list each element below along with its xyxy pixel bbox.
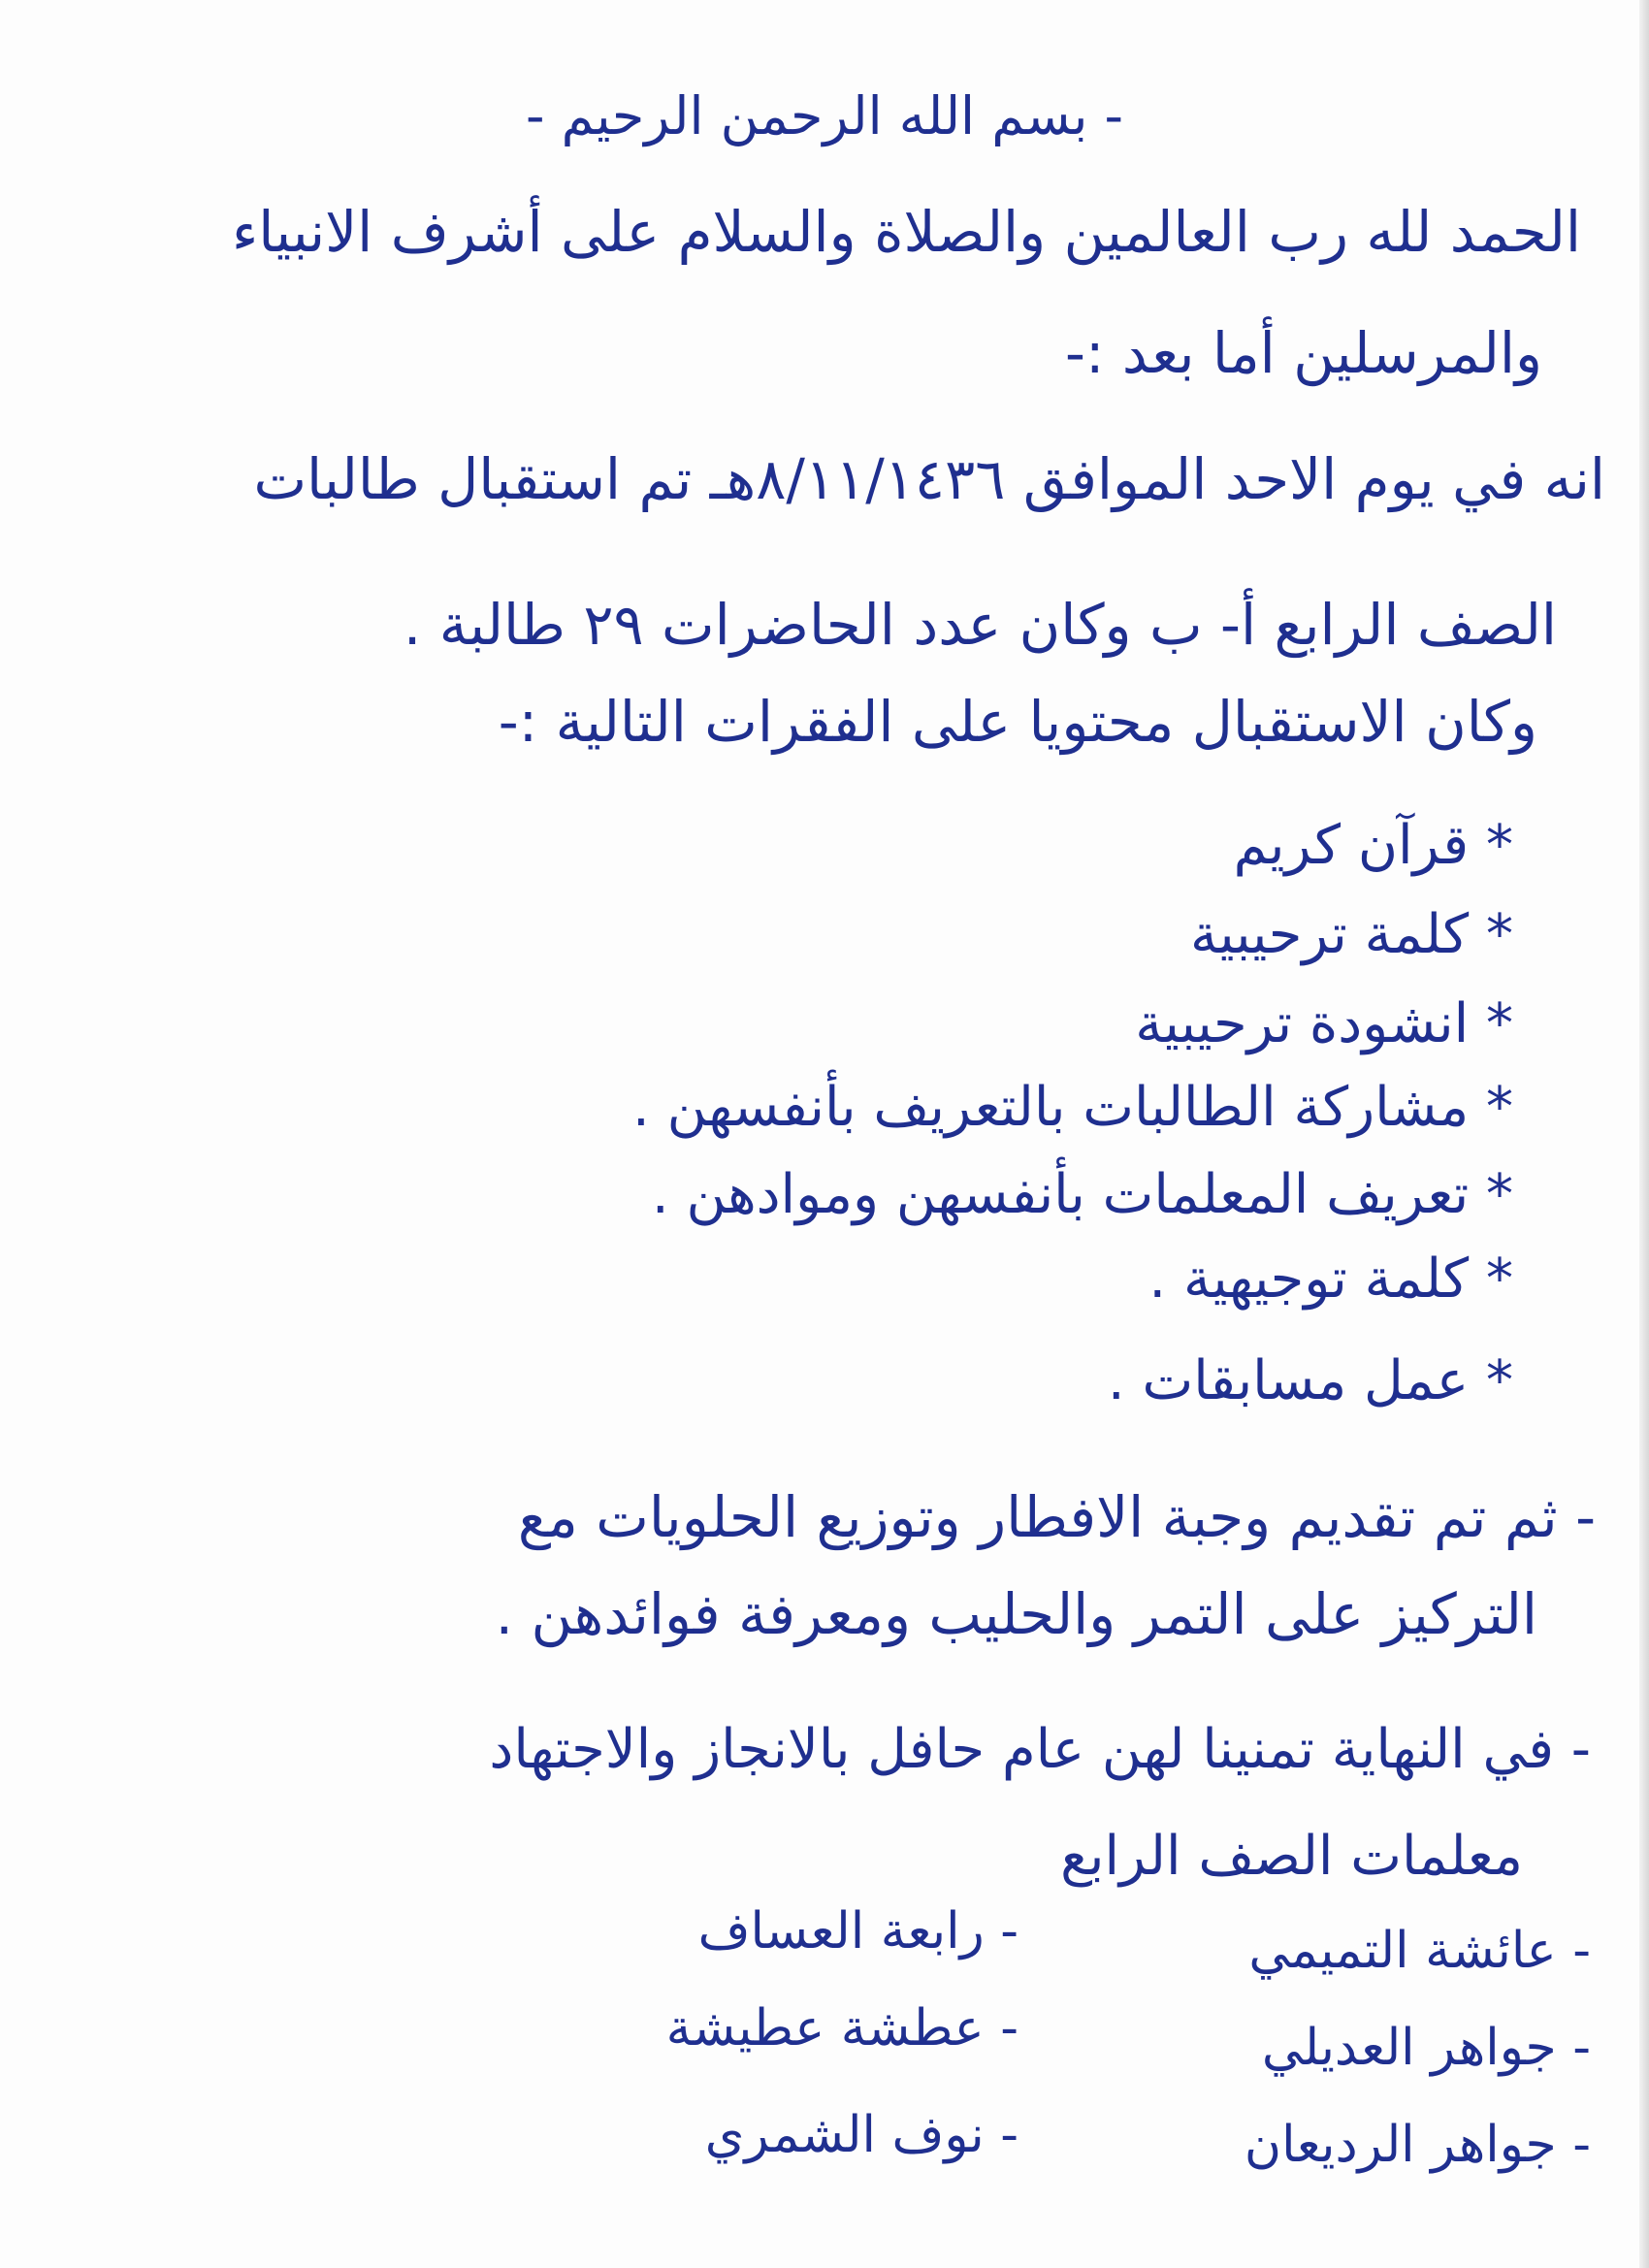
- teacher-name: - عائشة التميمي: [1248, 1922, 1591, 1980]
- agenda-item: * تعريف المعلمات بأنفسهن وموادهن .: [651, 1163, 1513, 1226]
- agenda-item: * انشودة ترحيبية: [1135, 992, 1513, 1055]
- after-line-2: التركيز على التمر والحليب ومعرفة فوائدهن .: [495, 1581, 1537, 1647]
- teacher-name: - نوف الشمري: [704, 2106, 1018, 2164]
- teacher-name: - جواهر الرديعان: [1244, 2116, 1591, 2174]
- after-line-1: - ثم تم تقديم وجبة الافطار وتوزيع الحلويات مع: [517, 1484, 1596, 1550]
- agenda-item: * كلمة ترحيبية: [1189, 903, 1513, 966]
- body-line-2: الصف الرابع أ- ب وكان عدد الحاضرات ٢٩ طالبة .: [403, 592, 1557, 658]
- agenda-item: * عمل مسابقات .: [1107, 1349, 1513, 1412]
- teacher-name: - عطشة عطيشة: [665, 1999, 1018, 2057]
- teacher-name: - رابعة العساف: [697, 1902, 1018, 1960]
- closing-line-1: - في النهاية تمنينا لهن عام حافل بالانجاز والاجتهاد: [489, 1718, 1591, 1781]
- opening-line-1: الحمد لله رب العالمين والصلاة والسلام على أشرف الانبياء: [232, 199, 1581, 265]
- body-line-3: وكان الاستقبال محتويا على الفقرات التالية :-: [498, 689, 1537, 755]
- agenda-item: * قرآن كريم: [1233, 814, 1513, 877]
- basmala-heading: - بسم الله الرحمن الرحيم -: [525, 85, 1124, 146]
- body-line-1: انه في يوم الاحد الموافق ٨/١١/١٤٣٦هـ تم استقبال طالبات: [253, 446, 1605, 512]
- agenda-item: * كلمة توجيهية .: [1148, 1247, 1513, 1311]
- teacher-name: - جواهر العديلي: [1261, 2019, 1591, 2077]
- agenda-item: * مشاركة الطالبات بالتعريف بأنفسهن .: [632, 1076, 1513, 1139]
- page-edge-shadow: [1639, 0, 1649, 2268]
- closing-line-2: معلمات الصف الرابع: [1060, 1825, 1523, 1888]
- opening-line-2: والمرسلين أما بعد :-: [1065, 320, 1542, 386]
